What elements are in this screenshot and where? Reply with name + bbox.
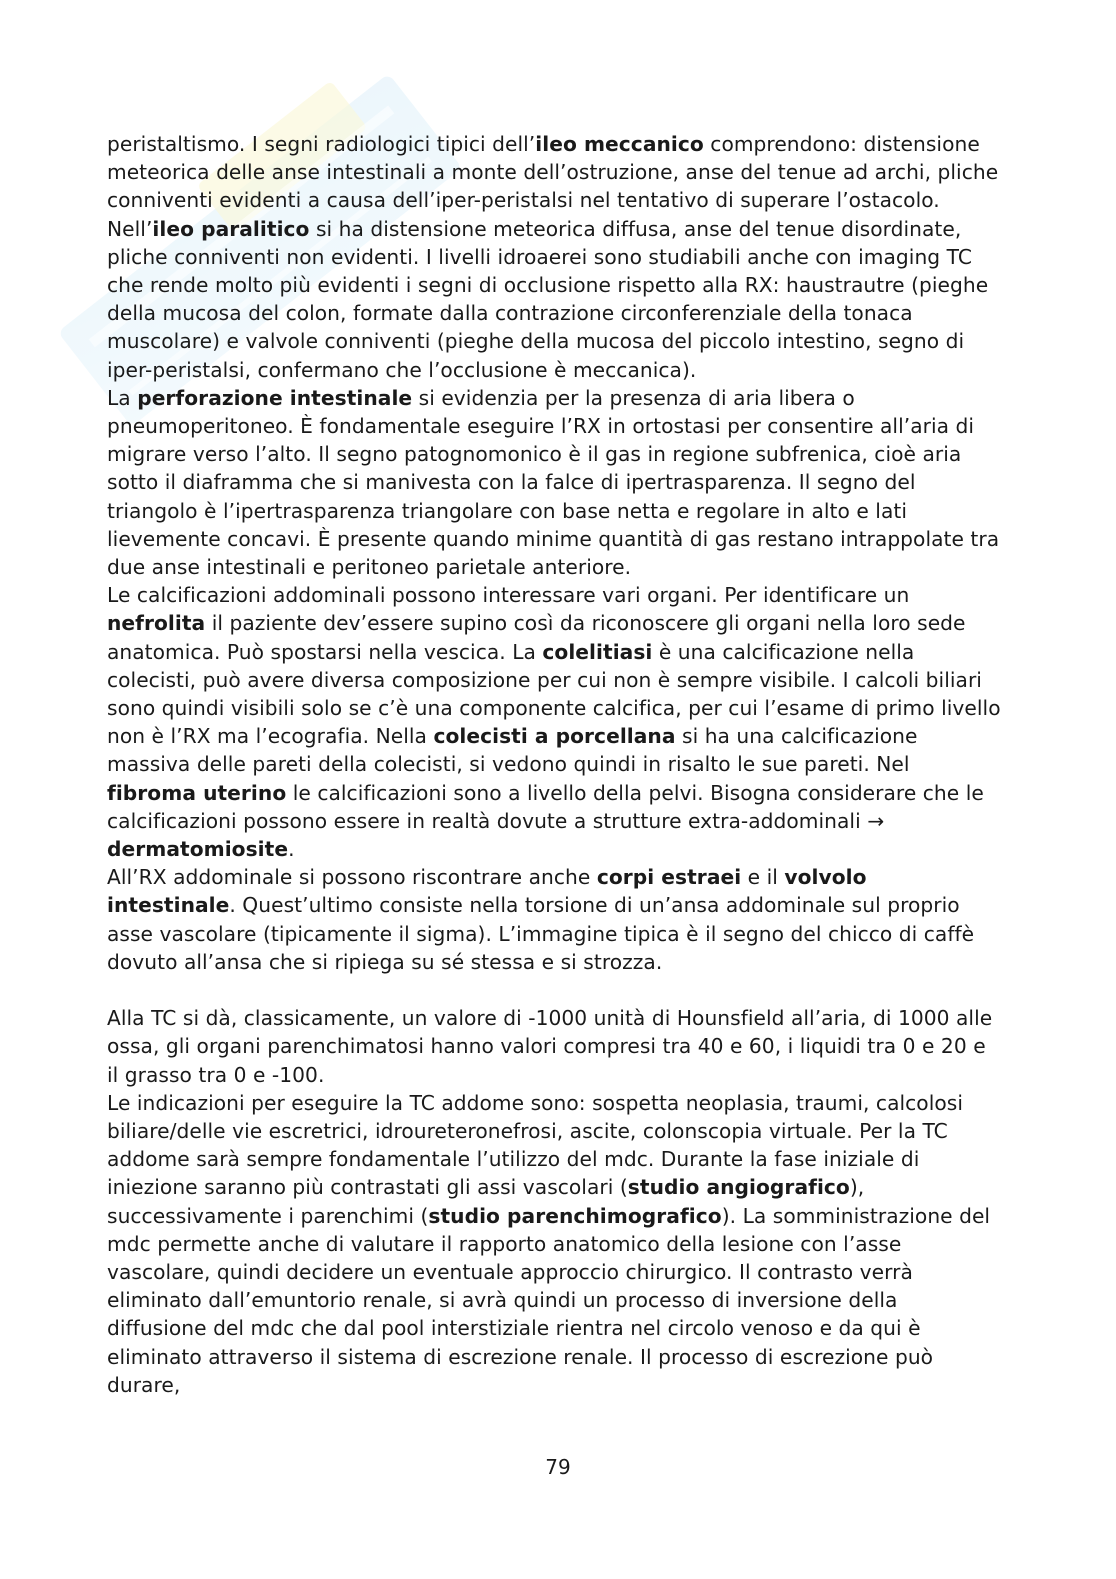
bold-term: volvolo intestinale	[107, 865, 867, 918]
paragraph	[107, 581, 1002, 863]
bold-term: ileo paralitico	[152, 216, 310, 241]
paragraph	[107, 1089, 1002, 1399]
text-run: le calcificazioni sono a livello della pelvi. Bisogna considerare che le calcificazioni possono essere in realtà dovute a strutture extra-addominali →	[107, 780, 984, 833]
text-run: peristaltismo. I segni radiologici tipici dell’	[107, 132, 536, 156]
bold-term: nefrolita	[107, 611, 206, 636]
bold-term: studio parenchimografico	[428, 1203, 722, 1228]
paragraph	[107, 384, 1002, 581]
text-run: è una calcificazione nella colecisti, può avere diversa composizione per cui non è sempre visibile. I calcoli biliari sono quindi visibili solo se c’è una componente calcifica, per cui l’esame di primo livello non è l’RX ma l’ecografia. Nella	[107, 639, 1001, 749]
text-run: La	[107, 385, 138, 410]
text-run: si ha distensione meteorica diffusa, anse del tenue disordinate, pliche conniventi non evidenti. I livelli idroaerei sono studiabili anche con imaging TC che rende molto più evidenti i segni di occlusione rispetto alla RX: haustrautre (pieghe della mucosa del colon, formate dalla contrazione circonferenziale della tonaca muscolare) e valvole conniventi (pieghe della mucosa del piccolo intestino, segno di iper-peristalsi, confermano che l’occlusione è meccanica).	[107, 216, 989, 382]
text-run: Le calcificazioni addominali possono interessare vari organi. Per identificare un	[107, 583, 910, 608]
text-run: Alla TC si dà, classicamente, un valore di -1000 unità di Hounsfield all’aria, di 1000 alle ossa, gli organi parenchimatosi hanno valori compresi tra 40 e 60, i liquidi tra 0 e 20 e il grasso tra 0 e -100.	[107, 1006, 993, 1087]
text-run: .	[288, 837, 295, 862]
bold-term: colelitiasi	[542, 639, 653, 664]
text-run: ). La somministrazione del mdc permette anche di valutare il rapporto anatomico della lesione con l’asse vascolare, quindi decidere un eventuale approccio chirurgico. Il contrasto verrà eliminato dall’emuntorio renale, si avrà quindi un processo di inversione della diffusione del mdc che dal pool interstiziale rientra nel circolo venoso e da qui è eliminato attraverso il sistema di escrezione renale. Il processo di escrezione può durare,	[107, 1203, 991, 1397]
text-run: All’RX addominale si possono riscontrare anche	[107, 865, 597, 890]
paragraph	[107, 130, 1002, 384]
text-run: comprendono: distensione meteorica delle anse intestinali a monte dell’ostruzione, anse del tenue ad archi, pliche conniventi evidenti a causa dell’iper-peristalsi nel tentativo di superare l’ostacolo. Nell’	[107, 132, 999, 241]
text-run: Le indicazioni per eseguire la TC addome sono: sospetta neoplasia, traumi, calcolosi biliare/delle vie escretrici, idroureteronefrosi, ascite, colonscopia virtuale. Per la TC addome sarà sempre fondamentale l’utilizzo del mdc. Durante la fase iniziale di iniezione saranno più contrastati gli assi vascolari (	[107, 1090, 963, 1200]
bold-term: studio angiografico	[627, 1175, 850, 1200]
document-body	[107, 130, 1002, 1399]
text-run: si ha una calcificazione massiva delle pareti della colecisti, si vedono quindi in risalto le sue pareti. Nel	[107, 724, 918, 777]
text-run: si evidenzia per la presenza di aria libera o pneumoperitoneo. È fondamentale eseguire l’RX in ortostasi per consentire all’aria di migrare verso l’alto. Il segno patognomonico è il gas in regione subfrenica, cioè aria sotto il diaframma che si manivesta con la falce di ipertrasparenza. Il segno del triangolo è l’ipertrasparenza triangolare con base netta e regolare in alto e lati lievemente concavi. È presente quando minime quantità di gas restano intrappolate tra due anse intestinali e peritoneo parietale anteriore.	[107, 385, 1000, 580]
bold-term: colecisti a porcellana	[433, 724, 676, 749]
bold-term: corpi estraei	[596, 865, 742, 890]
bold-term: perforazione intestinale	[137, 385, 413, 410]
text-run: ), successivamente i parenchimi (	[107, 1175, 865, 1228]
text-run: e il	[741, 865, 785, 890]
bold-term: fibroma uterino	[107, 780, 287, 805]
paragraph	[107, 1004, 1002, 1089]
bold-term: dermatomiosite	[107, 837, 289, 862]
page-number: 79	[545, 1455, 571, 1479]
text-run: . Quest’ultimo consiste nella torsione di un’ansa addominale sul proprio asse vascolare (tipicamente il sigma). L’immagine tipica è il segno del chicco di caffè dovuto all’ansa che si ripiega su sé stessa e si strozza.	[107, 893, 975, 974]
text-run: il paziente dev’essere supino così da riconoscere gli organi nella loro sede anatomica. Può spostarsi nella vescica. La	[107, 611, 966, 664]
paragraph	[107, 863, 1002, 976]
bold-term: ileo meccanico	[535, 132, 704, 156]
